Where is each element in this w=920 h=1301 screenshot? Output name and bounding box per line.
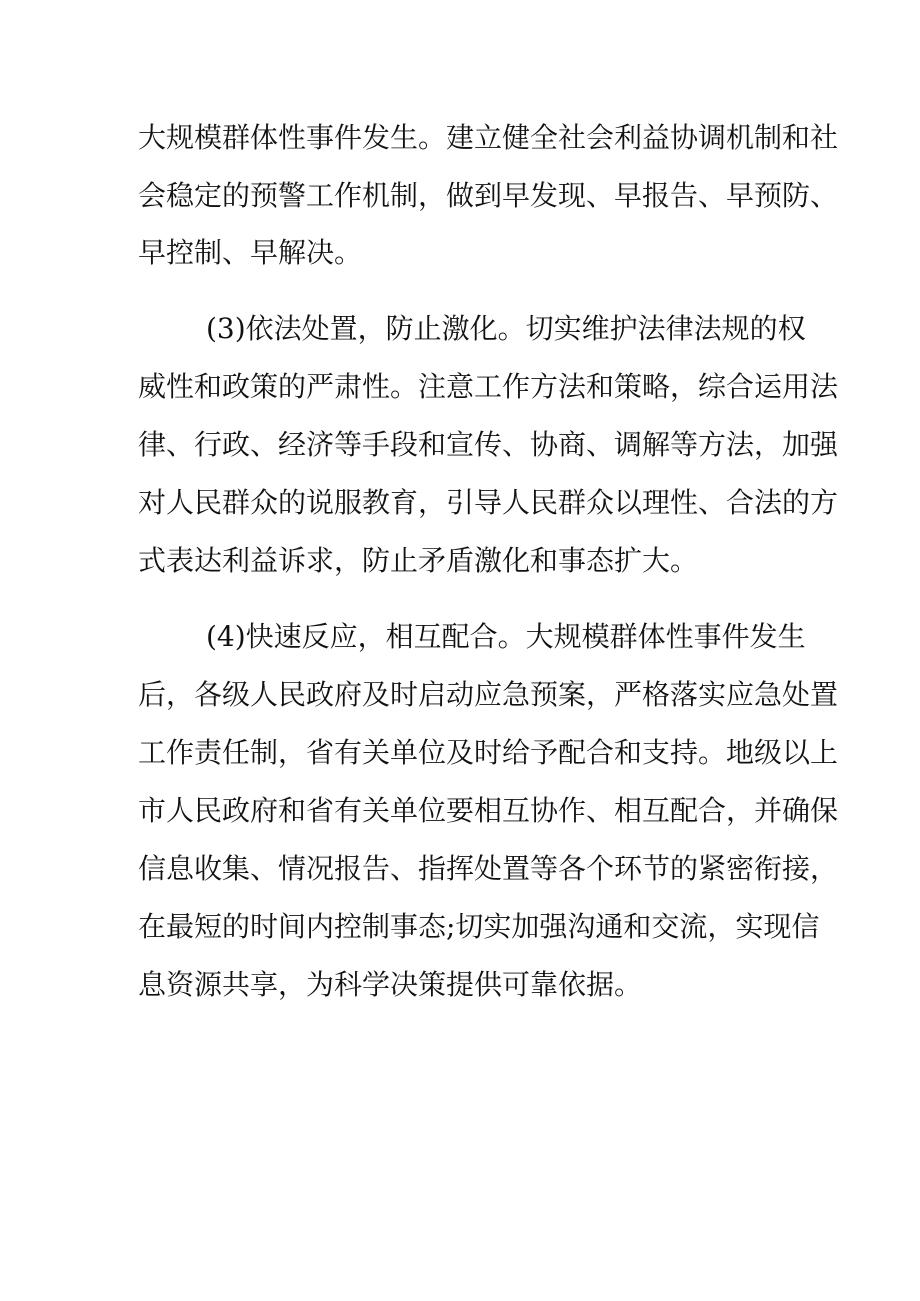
paragraph-3-line-6: 在最短的时间内控制事态;切实加强沟通和交流，实现信 [138,910,820,943]
paragraph-2-line-4: 对人民群众的说服教育，引导人民群众以理性、合法的方 [138,486,839,519]
paragraph-3-line-3: 工作责任制，省有关单位及时给予配合和支持。地级以上 [138,736,839,769]
paragraph-2-line-2: 威性和政策的严肃性。注意工作方法和策略，综合运用法 [138,370,839,403]
paragraph-2-line-3: 律、行政、经济等手段和宣传、协商、调解等方法，加强 [138,428,839,461]
paragraph-1-line-3: 早控制、早解决。 [138,236,363,269]
paragraph-1-line-2: 会稳定的预警工作机制，做到早发现、早报告、早预防、 [138,179,839,212]
paragraph-3-line-2: 后，各级人民政府及时启动应急预案，严格落实应急处置 [138,678,839,711]
paragraph-3-line-5: 信息收集、情况报告、指挥处置等各个环节的紧密衔接， [138,852,839,885]
paragraph-3-line-7: 息资源共享，为科学决策提供可靠依据。 [138,968,643,1001]
paragraph-2-line-1: (3)依法处置，防止激化。切实维护法律法规的权 [206,312,806,345]
paragraph-2-line-5: 式表达利益诉求，防止矛盾激化和事态扩大。 [138,544,699,577]
paragraph-1-line-1: 大规模群体性事件发生。建立健全社会利益协调机制和社 [138,121,839,154]
paragraph-3-line-4: 市人民政府和省有关单位要相互协作、相互配合，并确保 [138,794,839,827]
paragraph-3-line-1: (4)快速反应，相互配合。大规模群体性事件发生 [206,620,806,653]
